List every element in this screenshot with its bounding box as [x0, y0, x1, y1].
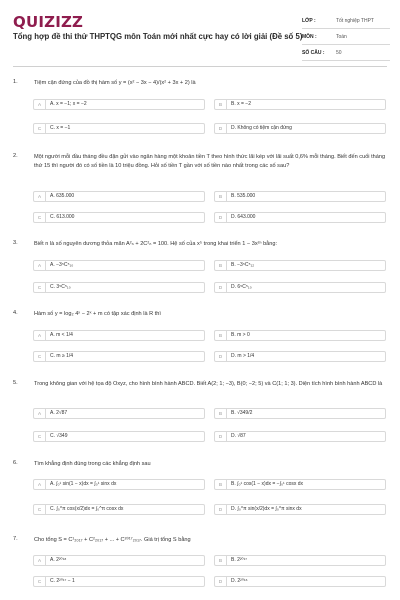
option-letter: D: [215, 577, 227, 586]
option-text: D. Không có tiệm cận đứng: [231, 125, 292, 131]
option-letter: B: [215, 100, 227, 109]
option-text: A. ∫₀¹ sin(1 − x)dx = ∫₀¹ sinx dx: [50, 481, 117, 487]
option-text: D. 2²⁰¹⁶: [231, 578, 248, 584]
option-b[interactable]: [214, 191, 386, 202]
option-letter: B: [215, 480, 227, 489]
option-letter: C: [34, 432, 46, 441]
option-text: A. x = −1; x = −2: [50, 101, 87, 107]
option-letter: A: [34, 261, 46, 270]
header-divider: [13, 66, 387, 67]
option-text: A. 2²⁰¹⁸: [50, 557, 67, 563]
option-letter: C: [34, 505, 46, 514]
option-text: A. 2√87: [50, 410, 68, 416]
option-a[interactable]: [33, 191, 205, 202]
option-text: A. −3⁵C⁵₁₀: [50, 262, 74, 268]
option-text: B. ∫₀¹ cos(1 − x)dx = −∫₀¹ cosx dx: [231, 481, 304, 487]
question-number: 1.: [13, 79, 18, 85]
question-text: Cho tổng S = C¹₂₀₁₇ + C²₂₀₁₇ + ... + C²⁰¹⁷₂₀₁₇. Giá trị tổng S bằng: [34, 537, 191, 543]
option-c[interactable]: [33, 431, 205, 442]
option-letter: C: [34, 213, 46, 222]
option-b[interactable]: [214, 99, 386, 110]
option-d[interactable]: [214, 576, 386, 587]
option-letter: A: [34, 480, 46, 489]
option-text: C. m ≥ 1/4: [50, 353, 74, 359]
option-text: B. x = −2: [231, 101, 252, 107]
question-number: 5.: [13, 380, 18, 386]
worksheet-header: [0, 0, 400, 66]
option-a[interactable]: [33, 555, 205, 566]
option-letter: B: [215, 331, 227, 340]
option-d[interactable]: [214, 282, 386, 293]
option-text: B. m > 0: [231, 332, 250, 338]
option-c[interactable]: [33, 351, 205, 362]
option-letter: A: [34, 331, 46, 340]
meta-value: Toán: [336, 33, 347, 40]
quizizz-logo[interactable]: QUIZIZZ: [13, 13, 84, 31]
option-c[interactable]: [33, 504, 205, 515]
meta-value: 50: [336, 49, 342, 56]
option-letter: A: [34, 556, 46, 565]
option-text: D. 6⁵C⁵₁₀: [231, 284, 252, 290]
question-text: Tiệm cận đứng của đồ thị hàm số y = (x² − 3x − 4)/(x² + 3x + 2) là: [34, 80, 196, 86]
option-text: C. ∫₀^π cos(x/2)dx = ∫₀^π cosx dx: [50, 506, 124, 512]
option-letter: D: [215, 352, 227, 361]
option-text: C. √349: [50, 433, 68, 439]
question-number: 6.: [13, 460, 18, 466]
option-text: D. ∫₀^π sin(x/2)dx = ∫₀^π sinx dx: [231, 506, 302, 512]
option-text: A. 635.000: [50, 193, 75, 199]
option-letter: A: [34, 192, 46, 201]
option-letter: A: [34, 100, 46, 109]
meta-row-subject: [302, 29, 390, 45]
option-text: D. m > 1/4: [231, 353, 255, 359]
meta-key: MÔN :: [302, 33, 317, 40]
question-number: 3.: [13, 240, 18, 246]
question-text: Trong không gian với hệ tọa độ Oxyz, cho hình bình hành ABCD. Biết A(2; 1; −3), B(0; −2; 5) và C(1; 1; 3). Diện tích hình bình hành ABCD là: [34, 381, 383, 387]
option-letter: B: [215, 556, 227, 565]
option-text: B. 535.000: [231, 193, 256, 199]
option-b[interactable]: [214, 330, 386, 341]
option-d[interactable]: [214, 351, 386, 362]
question-number: 4.: [13, 310, 18, 316]
option-a[interactable]: [33, 479, 205, 490]
option-text: C. x = −1: [50, 125, 71, 131]
option-c[interactable]: [33, 212, 205, 223]
option-c[interactable]: [33, 123, 205, 134]
option-d[interactable]: [214, 212, 386, 223]
option-b[interactable]: [214, 555, 386, 566]
question-number: 7.: [13, 536, 18, 542]
meta-table: [302, 13, 390, 61]
question-text: Một người mỗi đầu tháng đều đặn gửi vào ngân hàng một khoản tiền T theo hình thức lãi kép với lãi suất 0,6% mỗi tháng. Biết đến cuối tháng thứ 15 thì người đó có số tiền là 10 triệu đồng. Hỏi số tiền T gần với số tiền nào nhất trong các số sau?: [34, 154, 386, 169]
option-a[interactable]: [33, 260, 205, 271]
option-b[interactable]: [214, 408, 386, 419]
option-text: C. 613.000: [50, 214, 75, 220]
option-a[interactable]: [33, 330, 205, 341]
option-b[interactable]: [214, 260, 386, 271]
option-letter: C: [34, 283, 46, 292]
option-letter: D: [215, 505, 227, 514]
option-letter: B: [215, 192, 227, 201]
option-a[interactable]: [33, 408, 205, 419]
option-letter: D: [215, 432, 227, 441]
option-text: C. 2²⁰¹⁷ − 1: [50, 578, 75, 584]
option-text: C. 3⁵C⁵₁₀: [50, 284, 71, 290]
option-d[interactable]: [214, 431, 386, 442]
option-text: B. 2²⁰¹⁷: [231, 557, 248, 563]
option-c[interactable]: [33, 282, 205, 293]
option-a[interactable]: [33, 99, 205, 110]
option-text: D. 643.000: [231, 214, 256, 220]
option-letter: B: [215, 409, 227, 418]
meta-row-class: [302, 13, 390, 29]
question-number: 2.: [13, 153, 18, 159]
option-letter: D: [215, 213, 227, 222]
question-text: Tìm khẳng định đúng trong các khẳng định sau: [34, 461, 151, 467]
meta-row-count: [302, 45, 390, 61]
option-c[interactable]: [33, 576, 205, 587]
option-letter: D: [215, 283, 227, 292]
option-letter: A: [34, 409, 46, 418]
option-text: D. √87: [231, 433, 246, 439]
option-b[interactable]: [214, 479, 386, 490]
option-letter: C: [34, 124, 46, 133]
option-text: B. √349/2: [231, 410, 253, 416]
option-text: A. m < 1/4: [50, 332, 73, 338]
meta-key: LỚP :: [302, 17, 316, 24]
meta-value: Tốt nghiệp THPT: [336, 17, 374, 24]
document-title: Tổng hợp đề thi thử THPTQG môn Toán mới nhất cực hay có lời giải (Đề số 5): [13, 32, 303, 41]
meta-key: SỐ CÂU :: [302, 49, 325, 56]
question-text: Biết n là số nguyên dương thỏa mãn A²ₙ + 2C²ₙ = 100. Hệ số của x⁵ trong khai triển 1 − 3x²ⁿ bằng:: [34, 241, 278, 247]
option-d[interactable]: [214, 504, 386, 515]
option-letter: C: [34, 352, 46, 361]
option-text: B. −3⁵C⁵₁₂: [231, 262, 255, 268]
option-letter: B: [215, 261, 227, 270]
option-letter: D: [215, 124, 227, 133]
question-text: Hàm số y = log₂ 4ˣ − 2ˣ + m có tập xác định là R thì: [34, 311, 161, 317]
option-d[interactable]: [214, 123, 386, 134]
option-letter: C: [34, 577, 46, 586]
